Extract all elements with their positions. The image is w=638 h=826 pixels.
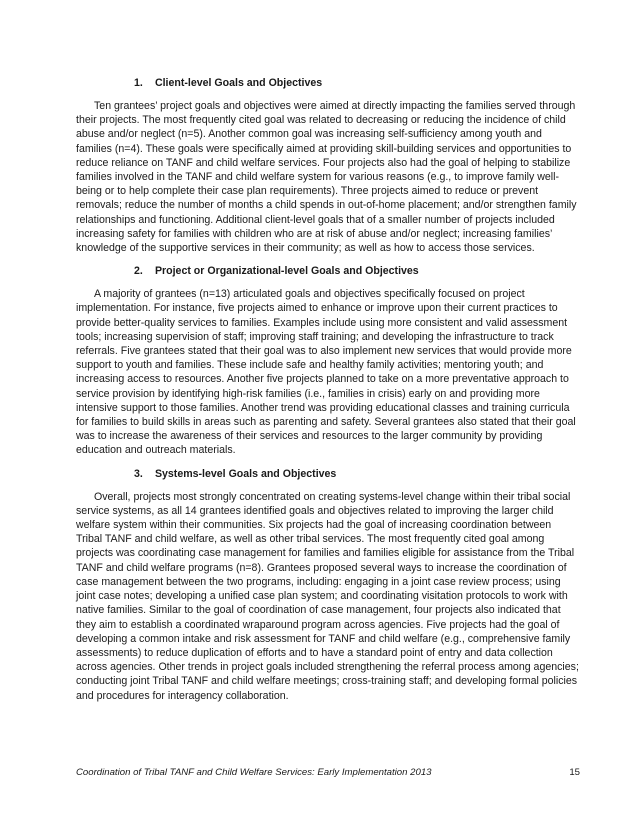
section-number: 3. [134, 467, 143, 480]
section-number: 1. [134, 77, 143, 89]
section-title: Project or Organizational-level Goals and Objectives [154, 265, 419, 278]
paragraph-systems-level: Overall, projects most strongly concentrated on creating systems-level change within their tribal social service systems, as all 14 grantees identified goals and objectives related to improving the larger child welfare system within their communities. Six projects had the goal of increasing coordination between Tribal TANF and child welfare, as well as other tribal services. The most frequently cited goal among projects was coordinating case management for families and families eligible for assistance from the Tribal TANF and child welfare programs (n=8). Grantees proposed several ways to increase the coordination of case management between the two programs, including: engaging in a joint case review process; using joint case notes; developing a unified case plan system; and coordinating visitation protocols to work with native families. Similar to the goal of coordination of case management, four projects also indicated that they aim to establish a coordinated wraparound program across agencies. Five projects had the goal of developing a common intake and risk assessment for TANF and child welfare (e.g., comprehensive family assessments) to reduce duplication of efforts and to have a standard point of entry and data collection across agencies. Other trends in project goals included strengthening the referral process among agencies; conducting joint Tribal TANF and child welfare meetings; cross-training staff; and developing formal policies and procedures for interagency collaboration. [76, 490, 579, 702]
page-number: 15 [569, 767, 580, 778]
footer-title: Coordination of Tribal TANF and Child Welfare Services: Early Implementation 2013 [76, 767, 432, 778]
section-heading-client-level [134, 76, 580, 90]
section-number: 2. [134, 265, 143, 278]
section-heading-organizational-level [134, 264, 580, 278]
section-title: Systems-level Goals and Objectives [154, 467, 337, 480]
page-footer [76, 767, 580, 779]
paragraph-organizational-level: A majority of grantees (n=13) articulated goals and objectives specifically focused on project implementation. For instance, five projects aimed to enhance or improve upon their current practices to provide better-quality services to families. Examples include using more consistent and valid assessment tools; increasing supervision of staff; improving staff training; and developing the infrastructure to track referrals. Five grantees stated that their goal was to also implement new services that would provide more support to youth and families. These include safe and healthy family activities; mentoring youth; and increasing access to resources. Another five projects planned to take on a more preventative approach to service provision by identifying high-risk families (i.e., families in crisis) early on and providing more intensive support to those families. Another trend was providing educational classes and training curricula for families to build skills in areas such as parenting and safety. Several grantees also stated that their goal was to increase the awareness of their services and resources to the larger community by providing education and outreach materials. [76, 288, 576, 457]
section-title: Client-level Goals and Objectives [154, 77, 323, 89]
paragraph-client-level: Ten grantees’ project goals and objectives were aimed at directly impacting the families served through their projects. The most frequently cited goal was related to decreasing or reducing the incidence of child abuse and/or neglect (n=5). Another common goal was increasing self-sufficiency among youth and families (n=4). These goals were specifically aimed at providing skill-building services and opportunities to reduce reliance on TANF and child welfare services. Four projects also had the goal of helping to stabilize families involved in the TANF and child welfare system for various reasons (e.g., to improve family well-being or to help complete their case plan requirements). Three projects aimed to reduce or prevent removals; reduce the number of months a child spends in out-of-home placement; and/or strengthen family relationships and functioning. Additional client-level goals that of a smaller number of projects included increasing safety for families with children who are at risk of abuse and/or neglect; increasing families’ knowledge of the supportive services in their community; as well as how to access those services. [76, 100, 577, 255]
section-heading-systems-level [134, 467, 580, 481]
